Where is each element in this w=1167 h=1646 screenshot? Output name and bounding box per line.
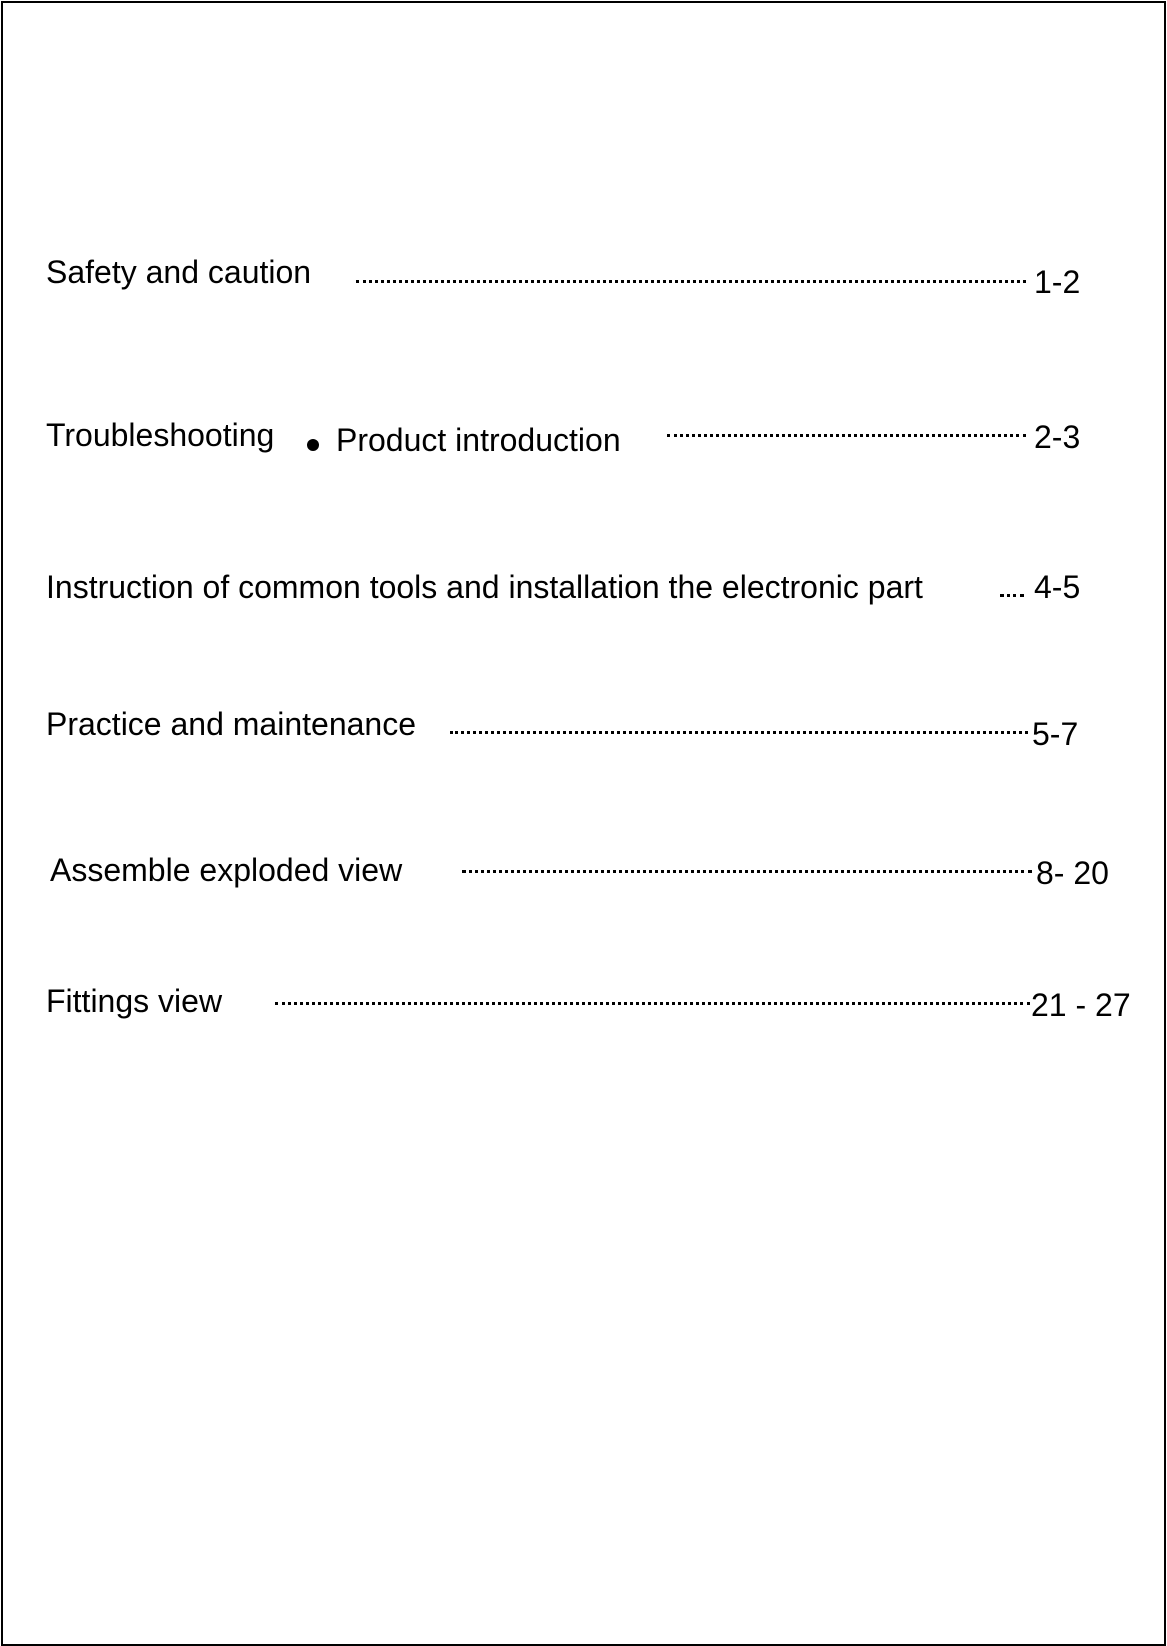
document-page	[1, 1, 1166, 1646]
toc-entry-title-secondary: Product introduction	[336, 422, 621, 458]
toc-leader-dots	[1000, 594, 1024, 597]
toc-entry-title: Troubleshooting	[46, 417, 275, 453]
toc-entry-title: Safety and caution	[46, 254, 312, 290]
toc-leader-dots	[667, 434, 1026, 437]
toc-entry-title: Fittings view	[46, 983, 223, 1019]
toc-entry-title: Practice and maintenance	[46, 706, 416, 742]
toc-entry-title: Instruction of common tools and installation the electronic part	[46, 569, 923, 605]
toc-leader-dots	[462, 870, 1032, 873]
bullet-icon	[307, 439, 319, 451]
toc-entry-page: 2-3	[1034, 419, 1081, 455]
toc-entry-page: 1-2	[1034, 264, 1081, 300]
toc-entry-page: 5-7	[1032, 716, 1079, 752]
toc-entry-page: 4-5	[1034, 569, 1081, 605]
toc-entry-page: 8- 20	[1036, 855, 1109, 891]
toc-entry-page: 21 - 27	[1031, 987, 1131, 1023]
toc-entry-title: Assemble exploded view	[50, 852, 403, 888]
toc-leader-dots	[450, 731, 1028, 734]
toc-leader-dots	[356, 280, 1026, 283]
toc-leader-dots	[275, 1002, 1030, 1005]
